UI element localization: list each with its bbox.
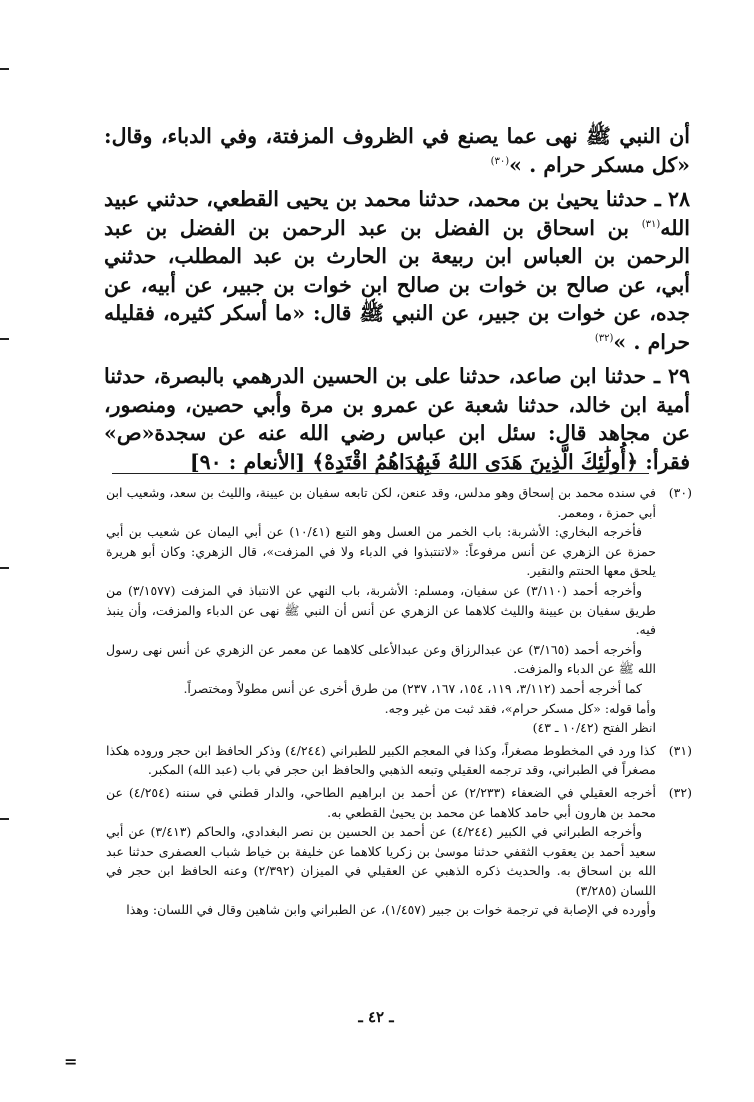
footnote-text: وأما قوله: «كل مسكر حرام»، فقد ثبت من غير وجه. [384, 700, 656, 716]
paragraph-text: ٢٩ ـ حدثنا ابن صاعد، حدثنا على بن الحسين الدرهمي بالبصرة، حدثنا أمية ابن خالد، حدثنا شعبة عن عمرو بن مرة وأبي حصين، ومنصور، عن مجاهد قال: سئل ابن عباس رضي الله عنه عن سجدة«ص» فقرأ: ﴿أُولَٰئِكَ الَّذِينَ هَدَى اللهُ فَبِهُدَاهُمُ اقْتَدِهْ﴾ [الأنعام : ٩٠] [104, 364, 690, 474]
page-number: ـ ٤٢ ـ [358, 1008, 394, 1026]
footnote-divider [112, 473, 649, 474]
footnote-31 [106, 741, 692, 780]
footnote-30 [106, 483, 692, 738]
left-edge-mark [0, 567, 9, 569]
paragraph-hadith-28 [104, 185, 690, 356]
paragraph-hadith-29 [104, 362, 690, 476]
footnote-body [106, 741, 656, 780]
footnote-number: (٣٢) [668, 784, 692, 800]
paragraph-text: بن اسحاق بن الفضل بن عبد الرحمن بن الفضل بن عبد الرحمن بن العباس ابن ربيعة بن الحارث بن عبد المطلب، حدثني أبي، عن صالح بن خوات بن صالح ابن خوات بن جبير، عن أبيه، عن جده، عن خوات بن جبير، عن النبي ﷺ قال: «ما أسكر كثيره، فقليله حرام . » [104, 215, 690, 354]
footnote-text: كما أخرجه أحمد (٣/١١٢، ١١٩، ١٥٤، ١٦٧، ٢٣٧) من طرق أخرى عن أنس مطولاً ومختصراً. [183, 680, 642, 696]
footnote-text: وأخرجه أحمد (٣/١٦٥) عن عبدالرزاق وعن عبدالأعلى كلاهما عن معمر عن الزهري عن أنس نهى رسول الله ﷺ عن الدباء والمزفت. [106, 641, 656, 677]
footnote-text: وأخرجه أحمد (٣/١١٠) عن سفيان، ومسلم: الأشربة، باب النهي عن الانتباذ في المزفت (٣/١٥٧٧) من طريق سفيان بن عيينة والليث كلاهما عن الزهري عن أنس أن النبي ﷺ نهى عن الدباء والمزفت، وأن ينبذ فيه. [106, 582, 656, 638]
paragraph-text: أن النبي ﷺ نهى عما يصنع في الظروف المزفتة، وفي الدباء، وقال: «كل مسكر حرام . » [104, 124, 690, 177]
footnote-ref: (٣٠) [490, 155, 510, 167]
left-edge-mark [0, 68, 9, 70]
footnote-ref: (٣٢) [594, 332, 614, 344]
footnote-body [106, 483, 656, 738]
main-text [104, 122, 690, 482]
footnote-text: أخرجه العقيلي في الضعفاء (٢/٢٣٣) عن أحمد بن ابراهيم الطاحي، والدار قطني في سننه (٤/٢٥٤) عن محمد بن هارون أبي حامد كلاهما عن محمد بن يحيىٰ القطعي به. [106, 784, 656, 820]
left-edge-mark [0, 818, 9, 820]
continuation-mark: = [64, 1052, 78, 1071]
footnote-text: كذا ورد في المخطوط مصغراً، وكذا في المعجم الكبير للطبراني (٤/٢٤٤) وذكر الحافظ ابن حجر وروده هكذا مصغراً في الطبراني، وقد ترجمه العقيلي وتبعه الذهبي والحافظ ابن حجر في باب (عبد الله) المكبر. [106, 742, 656, 778]
footnote-text: وأخرجه الطبراني في الكبير (٤/٢٤٤) عن أحمد بن الحسين بن نصر البغدادي، والحاكم (٣/٤١٣) عن أبي سعيد أحمد بن يعقوب الثقفي حدثنا موسىٰ بن زكريا كلاهما عن خليفة بن خياط شباب العصفرى حدثنا عبد الله بن اسحاق به. والحديث ذكره الذهبي عن العقيلي في الميزان (٢/٣٩٢) وعنه الحافظ ابن حجر في اللسان (٣/٢٨٥) [106, 824, 656, 898]
paragraph-text: ٢٨ ـ حدثنا يحيىٰ بن محمد، حدثنا محمد بن يحيى القطعي، حدثني عبيد الله [104, 187, 690, 240]
footnote-ref: (٣١) [641, 218, 661, 230]
footnote-body [106, 783, 656, 920]
left-edge-mark [0, 338, 9, 340]
footnote-number: (٣١) [668, 742, 692, 758]
footnote-text: في سنده محمد بن إسحاق وهو مدلس، وقد عنعن، لكن تابعه سفيان بن عيينة، والليث بن سعد، وشعيب ابن أبي حمزة ، ومعمر. [106, 485, 656, 520]
footnote-text: فأخرجه البخاري: الأشربة: باب الخمر من العسل وهو التبع (١٠/٤١) عن أبي اليمان عن شعيب بن أبي حمزة عن الزهري عن أنس مرفوعاً: «لاتنتبذوا في الدباء ولا في المزفت»، قال الزهري: وكان أبو هريرة يلحق معها الحنتم والنقير. [106, 524, 656, 579]
paragraph-intro [104, 122, 690, 179]
footnote-32 [106, 783, 692, 920]
footnotes [106, 483, 692, 923]
footnote-number: (٣٠) [668, 485, 692, 500]
footnote-text: انظر الفتح (١٠/٤٢ ـ ٤٣) [532, 720, 656, 736]
footnote-text: وأورده في الإصابة في ترجمة خوات بن جبير (١/٤٥٧)، عن الطبراني وابن شاهين وقال في اللسان: وهذا [126, 902, 656, 918]
